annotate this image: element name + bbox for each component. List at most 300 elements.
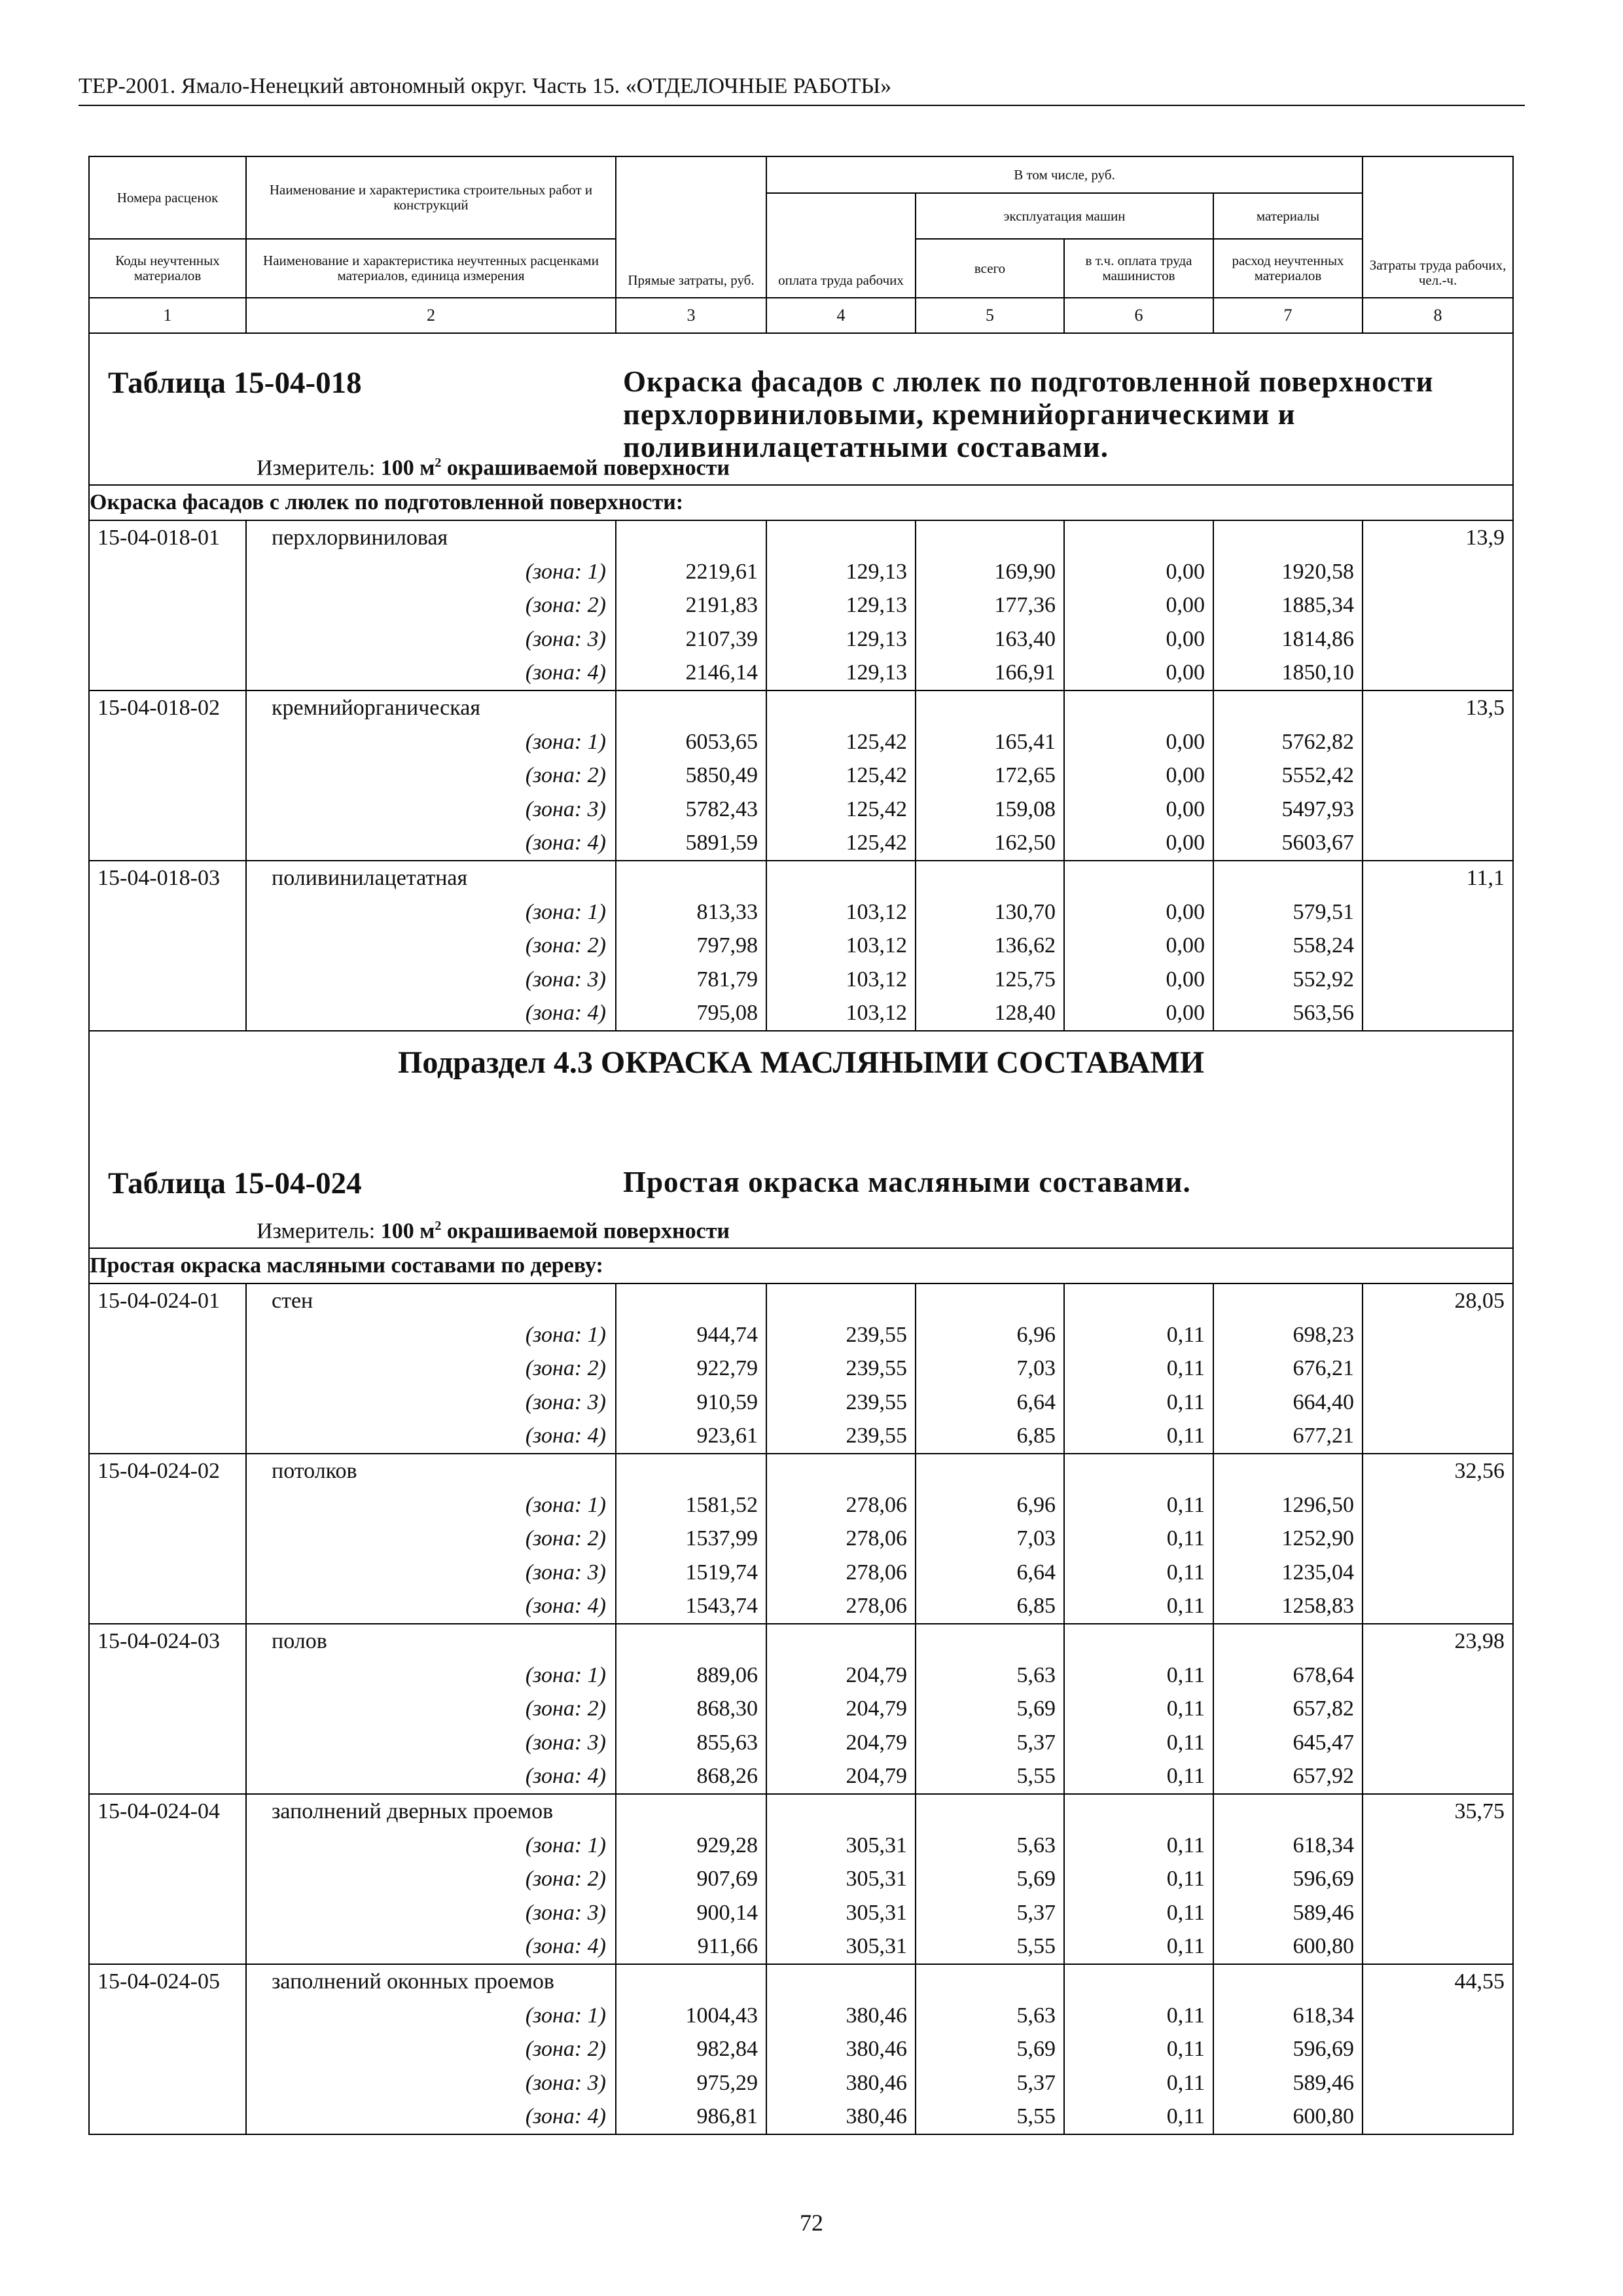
materials: 589,46	[1213, 1896, 1363, 1930]
zone-row	[89, 759, 1513, 793]
materials: 589,46	[1213, 2066, 1363, 2100]
machines-total: 7,03	[916, 1522, 1064, 1556]
empty-cell	[89, 1318, 246, 1352]
labor-costs: 13,5	[1363, 691, 1513, 725]
empty-cell	[1213, 1964, 1363, 1999]
machines-labor-pay: 0,11	[1064, 1522, 1213, 1556]
empty-cell	[916, 1964, 1064, 1999]
labor-pay: 278,06	[766, 1522, 916, 1556]
empty-cell	[89, 589, 246, 623]
empty-cell	[1213, 1454, 1363, 1488]
rate-code: 15-04-024-01	[89, 1283, 246, 1318]
labor-pay: 103,12	[766, 895, 916, 929]
machines-total: 165,41	[916, 725, 1064, 759]
machines-total: 6,64	[916, 1386, 1064, 1420]
labor-pay: 103,12	[766, 997, 916, 1031]
empty-cell	[89, 1386, 246, 1420]
zone-label: (зона: 4)	[246, 656, 616, 691]
direct-costs: 1543,74	[616, 1590, 766, 1624]
machines-labor-pay: 0,11	[1064, 1896, 1213, 1930]
empty-cell	[89, 1760, 246, 1795]
zone-label: (зона: 1)	[246, 1999, 616, 2033]
col-header-machines-labor: в т.ч. оплата труда машинистов	[1064, 239, 1213, 298]
zone-row	[89, 1488, 1513, 1522]
empty-cell	[89, 555, 246, 589]
col-header-codes-materials: Коды неучтенных материалов	[89, 239, 246, 298]
direct-costs: 944,74	[616, 1318, 766, 1352]
empty-cell	[89, 725, 246, 759]
labor-pay: 380,46	[766, 2033, 916, 2067]
materials: 664,40	[1213, 1386, 1363, 1420]
direct-costs: 1581,52	[616, 1488, 766, 1522]
page-header: ТЕР-2001. Ямало-Ненецкий автономный округ. Часть 15. «ОТДЕЛОЧНЫЕ РАБОТЫ»	[79, 74, 892, 98]
machines-total: 162,50	[916, 827, 1064, 861]
empty-cell	[1363, 827, 1513, 861]
machines-labor-pay: 0,11	[1064, 2066, 1213, 2100]
machines-total: 177,36	[916, 589, 1064, 623]
machines-total: 5,63	[916, 1999, 1064, 2033]
labor-pay: 129,13	[766, 656, 916, 691]
direct-costs: 813,33	[616, 895, 766, 929]
labor-pay: 204,79	[766, 1726, 916, 1760]
zone-row	[89, 622, 1513, 656]
empty-cell	[89, 997, 246, 1031]
zone-row	[89, 1318, 1513, 1352]
rate-name: стен	[246, 1283, 616, 1318]
machines-total: 172,65	[916, 759, 1064, 793]
materials: 5552,42	[1213, 759, 1363, 793]
rate-item-row	[89, 861, 1513, 895]
empty-cell	[1213, 1624, 1363, 1659]
materials: 618,34	[1213, 1829, 1363, 1863]
empty-cell	[766, 520, 916, 555]
machines-labor-pay: 0,11	[1064, 1386, 1213, 1420]
zone-row	[89, 793, 1513, 827]
direct-costs: 868,26	[616, 1760, 766, 1795]
direct-costs: 907,69	[616, 1863, 766, 1897]
machines-total: 5,37	[916, 2066, 1064, 2100]
empty-cell	[1363, 1386, 1513, 1420]
group-heading: Окраска фасадов с люлек по подготовленной поверхности:	[89, 485, 1513, 520]
zone-label: (зона: 3)	[246, 1556, 616, 1590]
labor-pay: 380,46	[766, 1999, 916, 2033]
labor-pay: 239,55	[766, 1352, 916, 1386]
empty-cell	[916, 1624, 1064, 1659]
machines-labor-pay: 0,11	[1064, 1829, 1213, 1863]
zone-row	[89, 2100, 1513, 2135]
materials: 5762,82	[1213, 725, 1363, 759]
empty-cell	[1363, 963, 1513, 997]
empty-cell	[1363, 656, 1513, 691]
rate-code: 15-04-024-02	[89, 1454, 246, 1488]
empty-cell	[1064, 520, 1213, 555]
labor-pay: 278,06	[766, 1590, 916, 1624]
empty-cell	[89, 1556, 246, 1590]
zone-row	[89, 827, 1513, 861]
rate-name: полов	[246, 1624, 616, 1659]
direct-costs: 6053,65	[616, 725, 766, 759]
labor-pay: 239,55	[766, 1420, 916, 1454]
zone-label: (зона: 2)	[246, 589, 616, 623]
empty-cell	[89, 1863, 246, 1897]
empty-cell	[1363, 1659, 1513, 1693]
labor-pay: 239,55	[766, 1318, 916, 1352]
empty-cell	[1363, 1693, 1513, 1727]
labor-costs: 28,05	[1363, 1283, 1513, 1318]
col-num: 3	[616, 298, 766, 333]
empty-cell	[1363, 1420, 1513, 1454]
zone-label: (зона: 4)	[246, 1420, 616, 1454]
empty-cell	[1363, 1590, 1513, 1624]
materials: 657,92	[1213, 1760, 1363, 1795]
direct-costs: 929,28	[616, 1829, 766, 1863]
empty-cell	[1064, 1283, 1213, 1318]
table-15-04-018-title-block	[90, 334, 1512, 484]
empty-cell	[89, 1488, 246, 1522]
materials: 558,24	[1213, 929, 1363, 963]
labor-pay: 239,55	[766, 1386, 916, 1420]
labor-pay: 125,42	[766, 827, 916, 861]
rate-item-row	[89, 1283, 1513, 1318]
empty-cell	[616, 1454, 766, 1488]
materials: 657,82	[1213, 1693, 1363, 1727]
empty-cell	[766, 1283, 916, 1318]
direct-costs: 911,66	[616, 1930, 766, 1965]
empty-cell	[89, 759, 246, 793]
labor-pay: 380,46	[766, 2066, 916, 2100]
machines-labor-pay: 0,11	[1064, 1488, 1213, 1522]
col-num: 5	[916, 298, 1064, 333]
empty-cell	[1363, 1318, 1513, 1352]
zone-label: (зона: 2)	[246, 929, 616, 963]
direct-costs: 910,59	[616, 1386, 766, 1420]
machines-total: 128,40	[916, 997, 1064, 1031]
zone-row	[89, 963, 1513, 997]
labor-costs: 11,1	[1363, 861, 1513, 895]
machines-labor-pay: 0,00	[1064, 622, 1213, 656]
empty-cell	[89, 929, 246, 963]
col-header-name-works: Наименование и характеристика строительных работ и конструкций	[246, 156, 616, 239]
machines-total: 5,37	[916, 1896, 1064, 1930]
zone-row	[89, 1930, 1513, 1965]
rate-code: 15-04-024-05	[89, 1964, 246, 1999]
empty-cell	[916, 520, 1064, 555]
empty-cell	[1363, 1930, 1513, 1965]
empty-cell	[89, 1726, 246, 1760]
labor-pay: 278,06	[766, 1488, 916, 1522]
empty-cell	[89, 1522, 246, 1556]
rate-code: 15-04-018-03	[89, 861, 246, 895]
materials: 677,21	[1213, 1420, 1363, 1454]
zone-label: (зона: 1)	[246, 895, 616, 929]
direct-costs: 5891,59	[616, 827, 766, 861]
zone-label: (зона: 2)	[246, 1863, 616, 1897]
labor-pay: 380,46	[766, 2100, 916, 2135]
header-rule	[79, 105, 1525, 106]
direct-costs: 923,61	[616, 1420, 766, 1454]
empty-cell	[1363, 1522, 1513, 1556]
empty-cell	[1363, 622, 1513, 656]
materials: 645,47	[1213, 1726, 1363, 1760]
materials: 563,56	[1213, 997, 1363, 1031]
empty-cell	[89, 1590, 246, 1624]
machines-total: 5,63	[916, 1659, 1064, 1693]
table-label: Таблица 15-04-018	[108, 366, 362, 400]
labor-pay: 125,42	[766, 725, 916, 759]
column-numbers-row	[89, 298, 1513, 333]
empty-cell	[1363, 1999, 1513, 2033]
materials: 5603,67	[1213, 827, 1363, 861]
empty-cell	[89, 827, 246, 861]
zone-label: (зона: 3)	[246, 2066, 616, 2100]
zone-row	[89, 1420, 1513, 1454]
machines-labor-pay: 0,11	[1064, 1760, 1213, 1795]
empty-cell	[916, 691, 1064, 725]
machines-labor-pay: 0,00	[1064, 997, 1213, 1031]
zone-row	[89, 555, 1513, 589]
direct-costs: 868,30	[616, 1693, 766, 1727]
machines-total: 5,55	[916, 1760, 1064, 1795]
empty-cell	[1363, 997, 1513, 1031]
zone-label: (зона: 2)	[246, 1522, 616, 1556]
materials: 579,51	[1213, 895, 1363, 929]
zone-label: (зона: 3)	[246, 1896, 616, 1930]
empty-cell	[1363, 759, 1513, 793]
empty-cell	[89, 1930, 246, 1965]
table-label: Таблица 15-04-024	[108, 1166, 362, 1200]
empty-cell	[766, 1794, 916, 1829]
rate-item-row	[89, 1454, 1513, 1488]
materials: 1850,10	[1213, 656, 1363, 691]
rate-code: 15-04-018-01	[89, 520, 246, 555]
zone-label: (зона: 4)	[246, 997, 616, 1031]
empty-cell	[766, 861, 916, 895]
empty-cell	[1363, 2066, 1513, 2100]
zone-row	[89, 725, 1513, 759]
direct-costs: 2146,14	[616, 656, 766, 691]
zone-label: (зона: 2)	[246, 1352, 616, 1386]
machines-labor-pay: 0,00	[1064, 589, 1213, 623]
machines-labor-pay: 0,00	[1064, 656, 1213, 691]
empty-cell	[89, 1420, 246, 1454]
materials: 1920,58	[1213, 555, 1363, 589]
empty-cell	[1064, 1454, 1213, 1488]
empty-cell	[916, 1283, 1064, 1318]
zone-row	[89, 1726, 1513, 1760]
zone-label: (зона: 2)	[246, 759, 616, 793]
zone-row	[89, 895, 1513, 929]
col-num: 1	[89, 298, 246, 333]
zone-label: (зона: 3)	[246, 1726, 616, 1760]
machines-total: 6,96	[916, 1318, 1064, 1352]
empty-cell	[616, 520, 766, 555]
rate-code: 15-04-024-04	[89, 1794, 246, 1829]
zone-row	[89, 656, 1513, 691]
zone-row	[89, 2066, 1513, 2100]
empty-cell	[1363, 1896, 1513, 1930]
col-header-materials-unaccounted: расход неучтенных материалов	[1213, 239, 1363, 298]
labor-pay: 129,13	[766, 555, 916, 589]
materials: 1885,34	[1213, 589, 1363, 623]
machines-total: 6,85	[916, 1590, 1064, 1624]
direct-costs: 2219,61	[616, 555, 766, 589]
empty-cell	[1213, 861, 1363, 895]
zone-row	[89, 1999, 1513, 2033]
labor-costs: 32,56	[1363, 1454, 1513, 1488]
empty-cell	[89, 2033, 246, 2067]
materials: 678,64	[1213, 1659, 1363, 1693]
empty-cell	[1363, 1488, 1513, 1522]
table-title: Окраска фасадов с люлек по подготовленной поверхности перхлорвиниловыми, кремнийорганическими и поливинилацетатными составами.	[623, 365, 1434, 463]
empty-cell	[1213, 1283, 1363, 1318]
empty-cell	[89, 1896, 246, 1930]
zone-label: (зона: 2)	[246, 1693, 616, 1727]
zone-label: (зона: 1)	[246, 1318, 616, 1352]
table-meter: Измеритель: 100 $м^2$ окрашиваемой поверхности	[257, 1218, 730, 1243]
machines-total: 5,69	[916, 2033, 1064, 2067]
empty-cell	[1363, 555, 1513, 589]
empty-cell	[1213, 1794, 1363, 1829]
empty-cell	[1363, 1726, 1513, 1760]
machines-labor-pay: 0,00	[1064, 963, 1213, 997]
empty-cell	[1064, 691, 1213, 725]
zone-row	[89, 1590, 1513, 1624]
labor-pay: 305,31	[766, 1829, 916, 1863]
empty-cell	[89, 1693, 246, 1727]
labor-costs: 35,75	[1363, 1794, 1513, 1829]
empty-cell	[1363, 895, 1513, 929]
zone-label: (зона: 4)	[246, 1590, 616, 1624]
zone-row	[89, 1522, 1513, 1556]
materials: 676,21	[1213, 1352, 1363, 1386]
materials: 596,69	[1213, 2033, 1363, 2067]
machines-total: 125,75	[916, 963, 1064, 997]
machines-total: 163,40	[916, 622, 1064, 656]
empty-cell	[1363, 2033, 1513, 2067]
direct-costs: 2107,39	[616, 622, 766, 656]
machines-labor-pay: 0,11	[1064, 1352, 1213, 1386]
machines-total: 5,69	[916, 1693, 1064, 1727]
rate-name: поливинилацетатная	[246, 861, 616, 895]
zone-label: (зона: 3)	[246, 793, 616, 827]
empty-cell	[89, 793, 246, 827]
zone-label: (зона: 1)	[246, 555, 616, 589]
col-header-labor-pay: оплата труда рабочих	[766, 193, 916, 298]
machines-labor-pay: 0,11	[1064, 1726, 1213, 1760]
machines-labor-pay: 0,00	[1064, 895, 1213, 929]
empty-cell	[1064, 861, 1213, 895]
direct-costs: 1519,74	[616, 1556, 766, 1590]
direct-costs: 1537,99	[616, 1522, 766, 1556]
empty-cell	[1064, 1624, 1213, 1659]
empty-cell	[766, 1454, 916, 1488]
materials: 1235,04	[1213, 1556, 1363, 1590]
machines-labor-pay: 0,00	[1064, 793, 1213, 827]
zone-label: (зона: 1)	[246, 725, 616, 759]
zone-label: (зона: 1)	[246, 1488, 616, 1522]
machines-labor-pay: 0,11	[1064, 2100, 1213, 2135]
machines-labor-pay: 0,00	[1064, 827, 1213, 861]
machines-total: 5,69	[916, 1863, 1064, 1897]
empty-cell	[1064, 1964, 1213, 1999]
labor-costs: 23,98	[1363, 1624, 1513, 1659]
empty-cell	[1363, 1556, 1513, 1590]
empty-cell	[616, 1964, 766, 1999]
zone-label: (зона: 3)	[246, 1386, 616, 1420]
zone-row	[89, 1386, 1513, 1420]
labor-pay: 103,12	[766, 929, 916, 963]
rate-item-row	[89, 1624, 1513, 1659]
col-num: 6	[1064, 298, 1213, 333]
col-header-machines: эксплуатация машин	[916, 193, 1213, 239]
machines-labor-pay: 0,11	[1064, 1556, 1213, 1590]
labor-pay: 125,42	[766, 759, 916, 793]
materials: 1252,90	[1213, 1522, 1363, 1556]
materials: 698,23	[1213, 1318, 1363, 1352]
rate-name: перхлорвиниловая	[246, 520, 616, 555]
zone-label: (зона: 3)	[246, 963, 616, 997]
direct-costs: 797,98	[616, 929, 766, 963]
direct-costs: 889,06	[616, 1659, 766, 1693]
machines-total: 136,62	[916, 929, 1064, 963]
col-num: 2	[246, 298, 616, 333]
materials: 596,69	[1213, 1863, 1363, 1897]
labor-pay: 125,42	[766, 793, 916, 827]
labor-pay: 129,13	[766, 589, 916, 623]
empty-cell	[616, 1283, 766, 1318]
table1-body	[89, 520, 1513, 1031]
direct-costs: 982,84	[616, 2033, 766, 2067]
table2-body	[89, 1283, 1513, 2134]
zone-label: (зона: 2)	[246, 2033, 616, 2067]
empty-cell	[89, 1659, 246, 1693]
machines-labor-pay: 0,11	[1064, 2033, 1213, 2067]
empty-cell	[89, 963, 246, 997]
zone-row	[89, 1829, 1513, 1863]
materials: 5497,93	[1213, 793, 1363, 827]
labor-pay: 103,12	[766, 963, 916, 997]
labor-costs: 13,9	[1363, 520, 1513, 555]
empty-cell	[1363, 1863, 1513, 1897]
labor-pay: 204,79	[766, 1693, 916, 1727]
direct-costs: 975,29	[616, 2066, 766, 2100]
labor-pay: 305,31	[766, 1863, 916, 1897]
materials: 1258,83	[1213, 1590, 1363, 1624]
direct-costs: 900,14	[616, 1896, 766, 1930]
direct-costs: 5782,43	[616, 793, 766, 827]
empty-cell	[89, 2100, 246, 2135]
materials: 1814,86	[1213, 622, 1363, 656]
machines-labor-pay: 0,11	[1064, 1420, 1213, 1454]
col-num: 7	[1213, 298, 1363, 333]
empty-cell	[616, 861, 766, 895]
zone-label: (зона: 4)	[246, 1930, 616, 1965]
empty-cell	[616, 1794, 766, 1829]
col-header-including: В том числе, руб.	[766, 156, 1363, 193]
materials: 618,34	[1213, 1999, 1363, 2033]
machines-labor-pay: 0,00	[1064, 929, 1213, 963]
empty-cell	[89, 1999, 246, 2033]
empty-cell	[1064, 1794, 1213, 1829]
zone-label: (зона: 1)	[246, 1829, 616, 1863]
direct-costs: 795,08	[616, 997, 766, 1031]
direct-costs: 2191,83	[616, 589, 766, 623]
col-num: 4	[766, 298, 916, 333]
direct-costs: 1004,43	[616, 1999, 766, 2033]
zone-row	[89, 1896, 1513, 1930]
empty-cell	[766, 1964, 916, 1999]
rates-table	[88, 156, 1514, 2135]
